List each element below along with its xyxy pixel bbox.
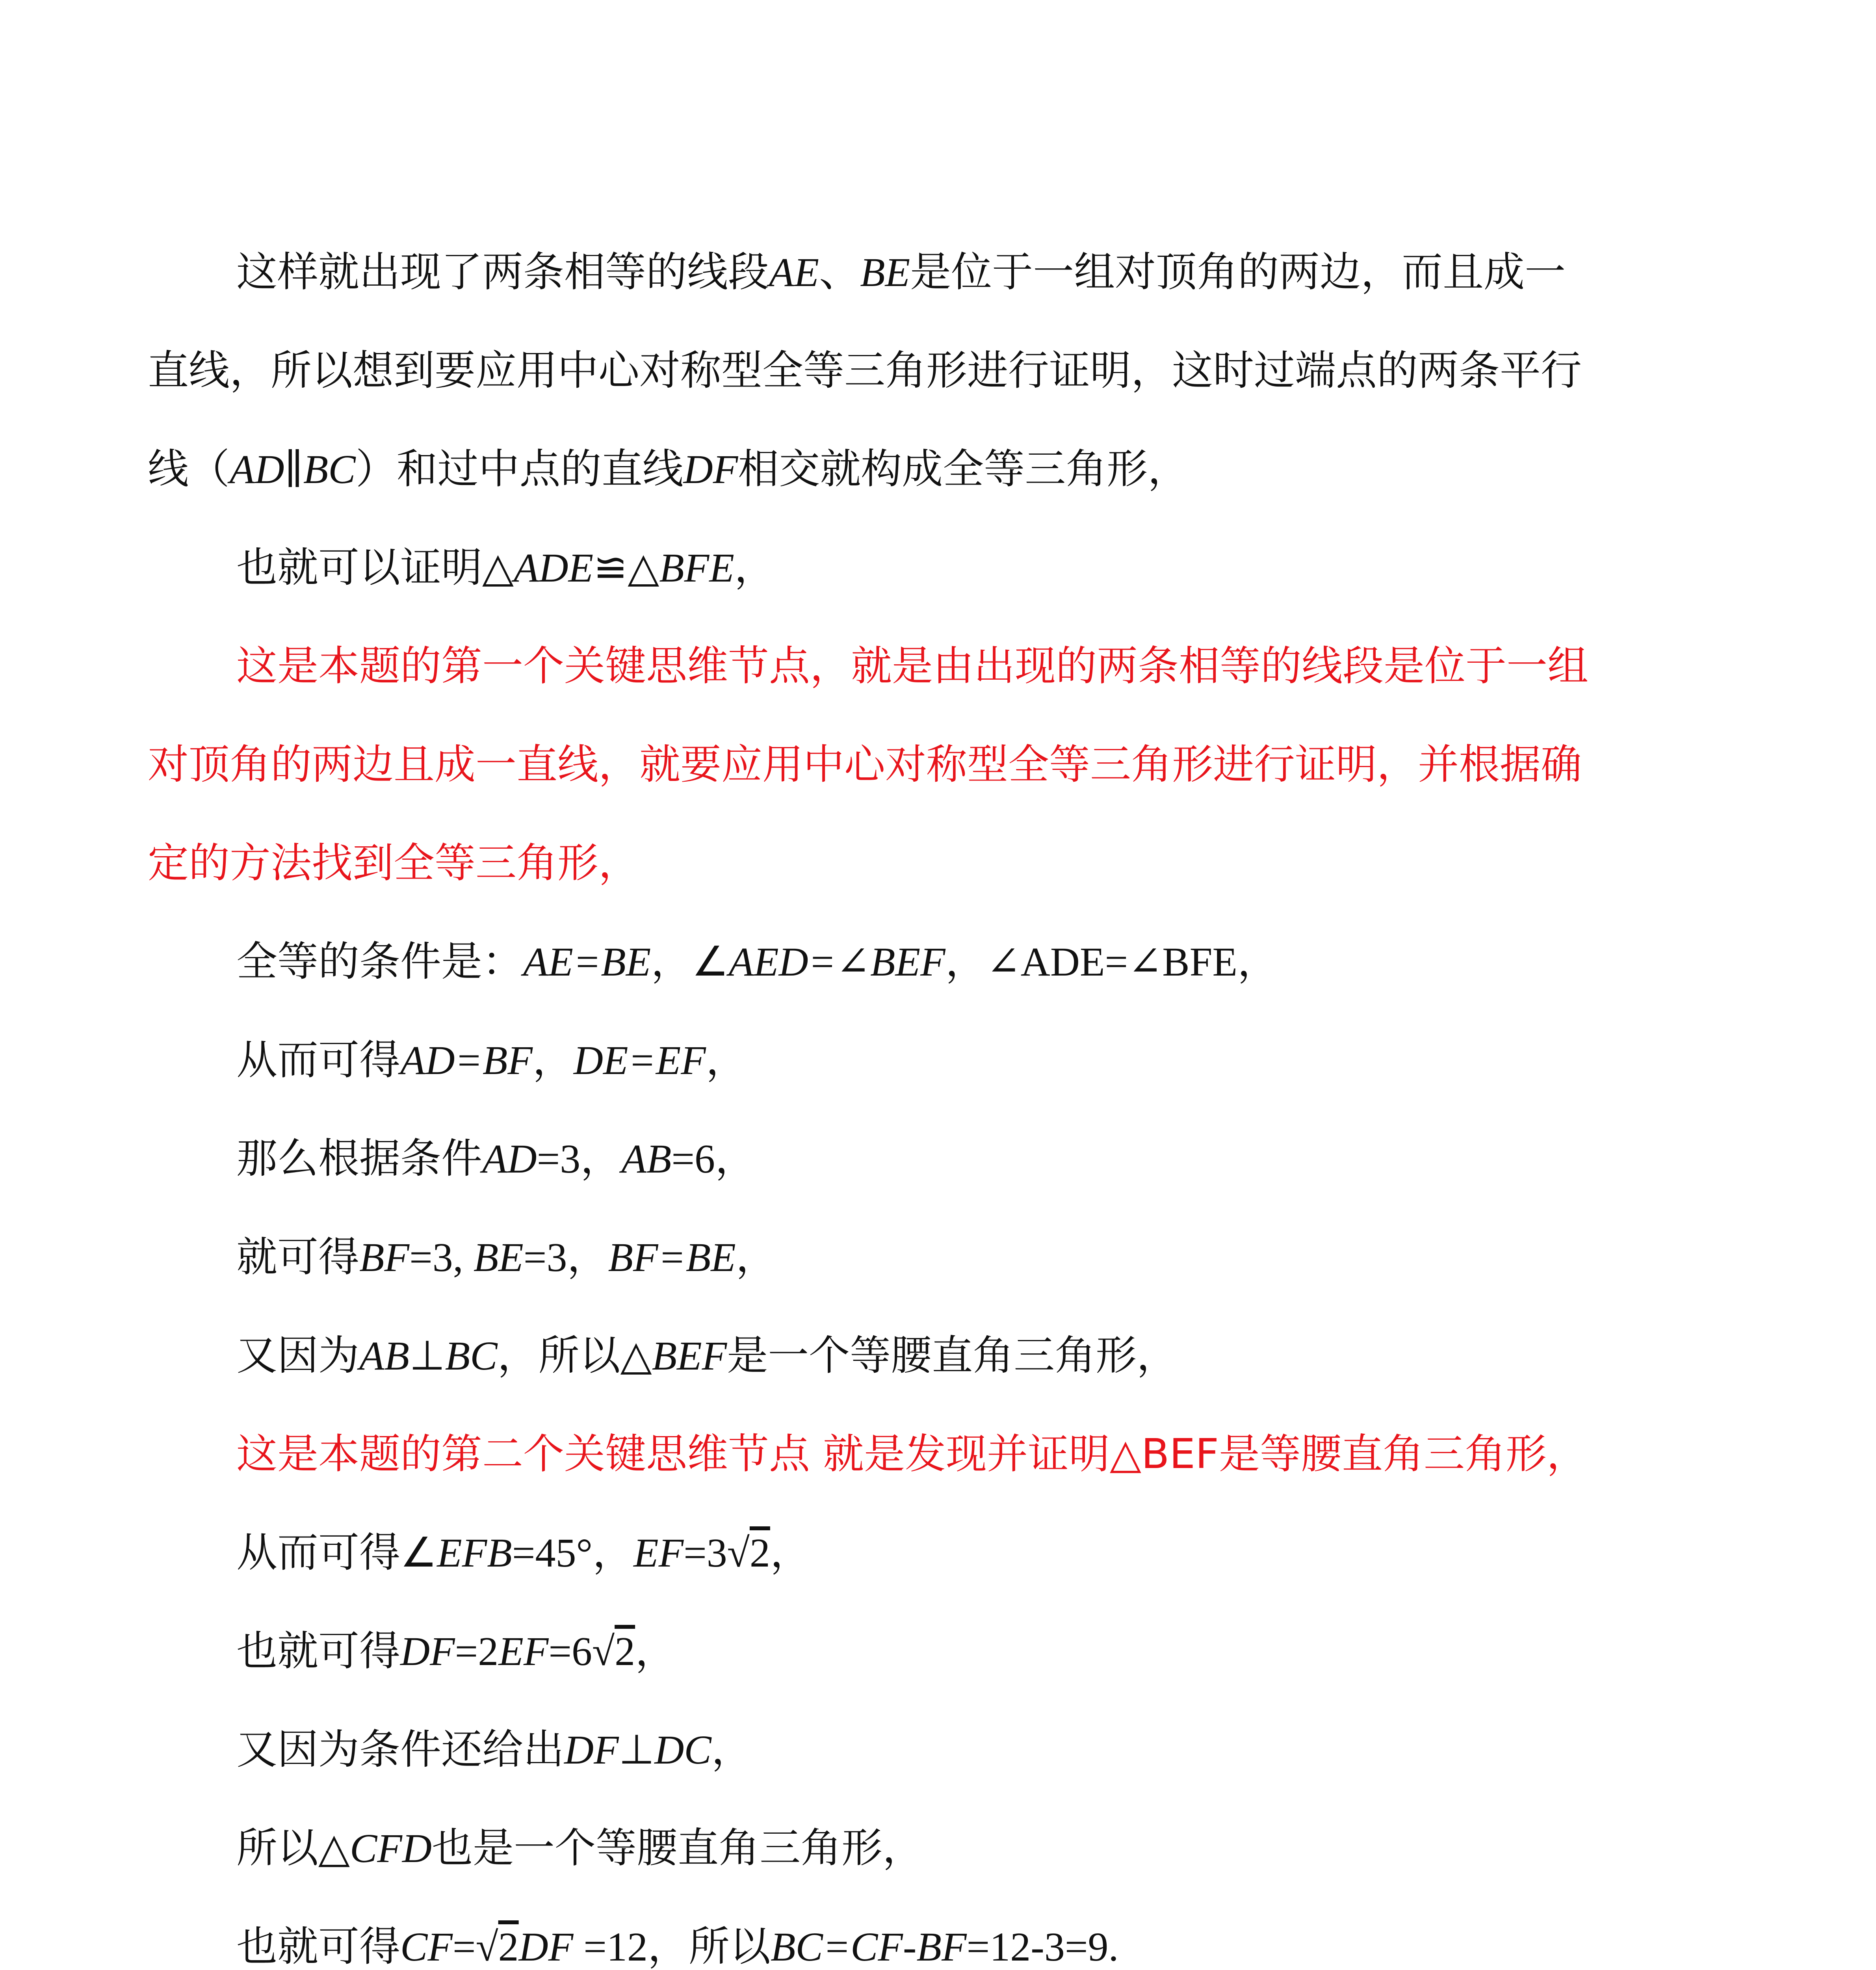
text-line: 这样就出现了两条相等的线段AE、BE是位于一组对顶角的两边，而且成一 — [236, 248, 1566, 296]
text-line: 从而可得∠EFB=45°，EF=3√2， — [236, 1528, 811, 1576]
text-line: 也就可得DF=2EF=6√2， — [236, 1627, 676, 1675]
key-point-line: 定的方法找到全等三角形， — [148, 839, 640, 887]
text-line: 又因为AB⊥BC，所以△BEF是一个等腰直角三角形， — [236, 1331, 1178, 1379]
key-point-line: 对顶角的两边且成一直线，就要应用中心对称型全等三角形进行证明，并根据确 — [148, 740, 1582, 788]
text-line: 线（AD∥BC）和过中点的直线DF相交就构成全等三角形， — [148, 445, 1189, 493]
text-line: 所以△CFD也是一个等腰直角三角形， — [236, 1824, 923, 1872]
text-line: 全等的条件是：AE=BE，∠AED=∠BEF，∠ADE=∠BFE， — [236, 937, 1279, 985]
text-line: 从而可得AD=BF，DE=EF， — [236, 1036, 747, 1084]
text-line: 直线，所以想到要应用中心对称型全等三角形进行证明，这时过端点的两条平行 — [148, 346, 1582, 394]
text-line: 那么根据条件AD=3，AB=6， — [236, 1134, 756, 1182]
text-line: 也就可得CF=√2DF =12，所以BC=CF-BF=12-3=9. — [236, 1922, 1119, 1970]
text-line: 也就可以证明△ADE≌△BFE， — [236, 543, 775, 591]
text-line: 就可得BF=3, BE=3，BF=BE， — [236, 1233, 777, 1281]
key-point-line: 这是本题的第二个关键思维节点 就是发现并证明△BEF是等腰直角三角形， — [236, 1430, 1588, 1478]
text-line: 又因为条件还给出DF⊥DC， — [236, 1725, 752, 1773]
key-point-line: 这是本题的第一个关键思维节点，就是由出现的两条相等的线段是位于一组 — [236, 642, 1589, 690]
